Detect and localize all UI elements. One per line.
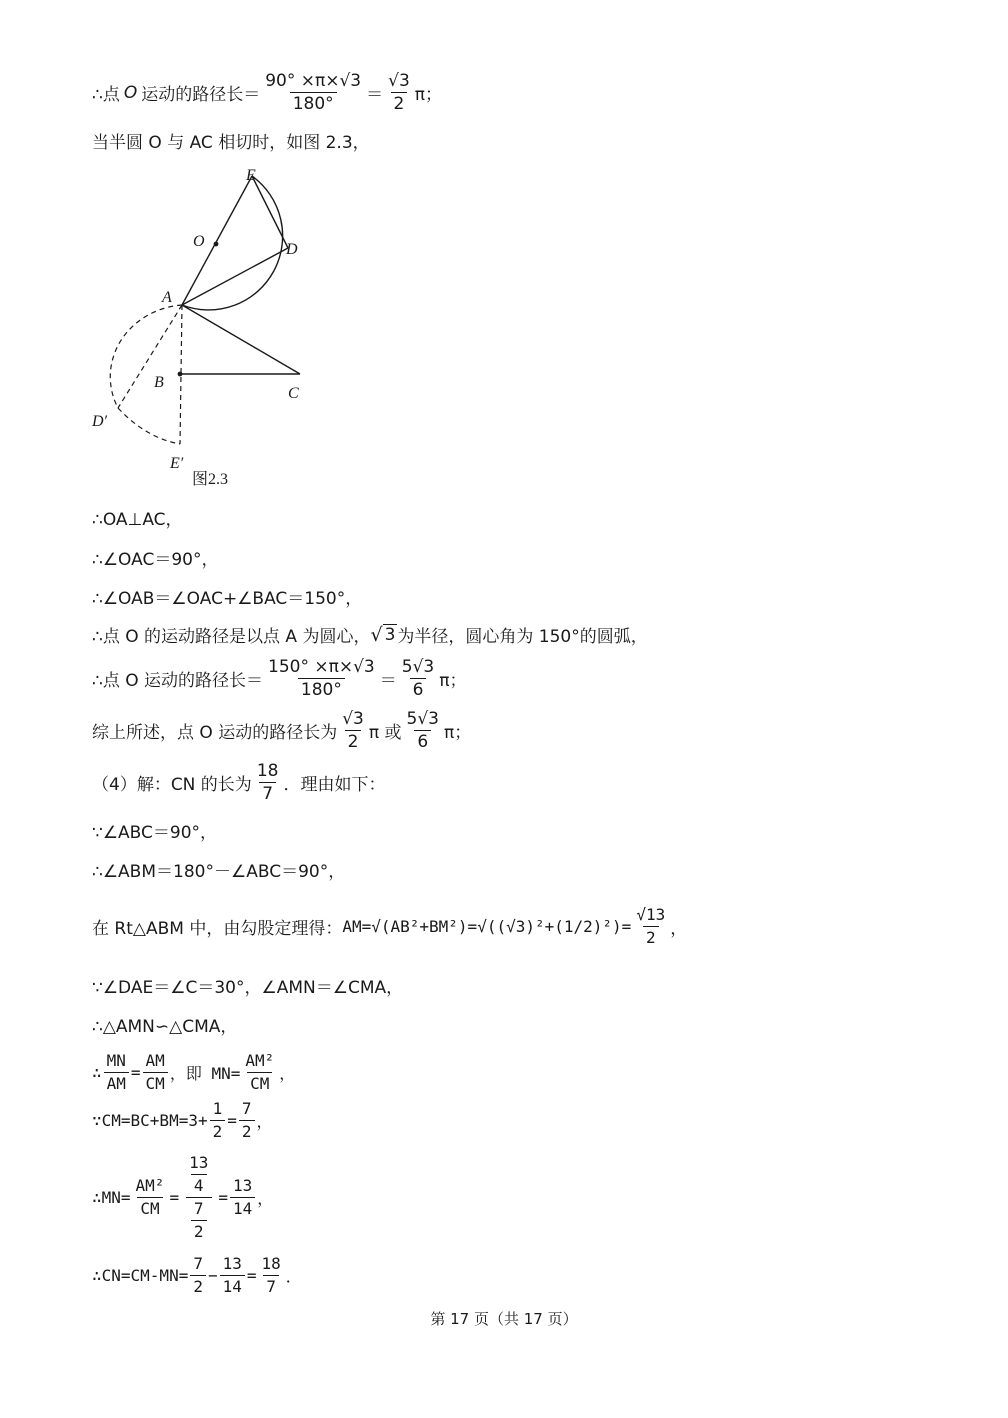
fraction xyxy=(220,1253,245,1298)
text: ， xyxy=(257,1189,274,1208)
denominator: 7 xyxy=(259,782,276,805)
line-mn xyxy=(92,1152,273,1243)
dashed-ad-prime xyxy=(118,305,182,408)
fraction xyxy=(143,1050,168,1095)
numerator: MN xyxy=(106,1051,126,1070)
line-path-length-1 xyxy=(92,70,442,115)
text: ∵CM=BC+BM=3+ xyxy=(92,1111,208,1130)
text: ∴ xyxy=(92,1063,102,1082)
line-ratio xyxy=(92,1050,295,1095)
fraction xyxy=(210,1098,226,1143)
line-cn xyxy=(92,1253,302,1298)
numerator: AM xyxy=(145,1051,165,1070)
denominator: CM xyxy=(143,1072,168,1095)
text: π 或 xyxy=(368,723,402,743)
numerator: 13 xyxy=(222,1254,242,1273)
equals: ＝ xyxy=(366,85,384,105)
denominator: 14 xyxy=(220,1275,245,1298)
fraction xyxy=(259,1253,284,1298)
sqrt: √ 3 xyxy=(370,624,396,646)
text: 在 Rt△ABM 中，由勾股定理得： xyxy=(92,919,343,939)
line-motion-path xyxy=(92,622,648,647)
dashed-arc-lower xyxy=(118,408,180,444)
geometry-figure xyxy=(86,162,346,492)
line-pythagoras xyxy=(92,904,687,949)
text: ∴点 O 运动的路径长＝ xyxy=(92,671,264,691)
text: ∴CN=CM-MN= xyxy=(92,1266,189,1285)
line-part4 xyxy=(92,760,385,805)
fraction xyxy=(191,1198,207,1243)
line-cm xyxy=(92,1098,273,1143)
compound-top xyxy=(181,1152,216,1197)
denominator: 2 xyxy=(239,1120,255,1143)
line-angle-abm: ∴∠ABM＝180°－∠ABC＝90°， xyxy=(92,862,346,882)
fraction xyxy=(190,1253,206,1298)
text: ， xyxy=(256,1112,273,1131)
fraction xyxy=(242,1050,277,1095)
line-angle-oac: ∴∠OAC＝90°， xyxy=(92,550,219,570)
denominator: 2 xyxy=(345,730,362,753)
denominator: 7 xyxy=(263,1275,279,1298)
fraction xyxy=(104,1050,129,1095)
fraction xyxy=(254,760,282,805)
numerator: 5√3 xyxy=(401,657,435,677)
text: ∴MN= xyxy=(92,1188,131,1207)
label-e: E xyxy=(246,167,256,184)
denominator: 2 xyxy=(190,1275,206,1298)
text: ． xyxy=(285,1267,302,1286)
equals: = xyxy=(130,1063,141,1082)
numerator: 5√3 xyxy=(406,709,439,729)
fraction xyxy=(239,1098,255,1143)
compound-bottom xyxy=(186,1197,212,1243)
label-b: B xyxy=(154,374,164,391)
equals: = xyxy=(218,1188,228,1207)
denominator: 6 xyxy=(410,678,427,701)
fraction xyxy=(404,708,442,753)
compound-fraction xyxy=(181,1152,216,1243)
point-o xyxy=(214,242,219,247)
numerator: 18 xyxy=(261,1254,281,1273)
fraction xyxy=(385,70,413,115)
numerator: √13 xyxy=(636,905,666,924)
denominator: 4 xyxy=(191,1174,207,1197)
fraction xyxy=(133,1175,168,1220)
sqrt-arg: 3 xyxy=(384,625,396,645)
numerator: 150° ×π×√3 xyxy=(268,657,375,677)
denominator: 2 xyxy=(391,92,408,115)
line-summary xyxy=(92,708,471,753)
denominator: CM xyxy=(137,1197,162,1220)
equals: = xyxy=(246,1266,257,1285)
numerator: 18 xyxy=(256,761,279,781)
fraction xyxy=(633,904,668,949)
fraction xyxy=(399,656,437,701)
text: ， xyxy=(670,919,688,939)
denominator: 180° xyxy=(290,92,337,115)
denominator: AM xyxy=(104,1072,129,1095)
pi-text: π； xyxy=(439,671,467,691)
label-d-prime: D′ xyxy=(92,413,108,430)
text: ∴点 xyxy=(92,85,120,105)
numerator: 7 xyxy=(241,1099,252,1118)
text: ∴点 O 的运动路径是以点 A 为圆心， xyxy=(92,627,371,647)
line-oa-perp-ac: ∴OA⊥AC， xyxy=(92,510,183,530)
label-d: D xyxy=(286,241,298,258)
denominator: CM xyxy=(247,1072,272,1095)
line-angle-abc: ∵∠ABC＝90°， xyxy=(92,823,218,843)
denominator: 2 xyxy=(643,926,659,949)
text: ．理由如下： xyxy=(283,775,386,795)
equals: = xyxy=(227,1111,237,1130)
line-tangent-case: 当半圆 O 与 AC 相切时，如图 2.3， xyxy=(92,133,370,153)
fraction xyxy=(339,708,367,753)
formula: AM=√(AB²+BM²)=√((√3)²+(1/2)²)= xyxy=(342,917,632,936)
dashed-arc xyxy=(110,305,182,408)
page-footer: 第 17 页（共 17 页） xyxy=(430,1310,578,1328)
denominator: 2 xyxy=(210,1120,226,1143)
minus: − xyxy=(207,1266,218,1285)
numerator: AM² xyxy=(135,1176,165,1195)
var-o: O xyxy=(123,82,138,103)
pi-text: π； xyxy=(414,85,443,105)
fraction xyxy=(230,1175,255,1220)
equals: = xyxy=(169,1188,180,1207)
label-e-prime: E′ xyxy=(170,455,184,472)
text: 综上所述，点 O 运动的路径长为 xyxy=(92,723,338,743)
denominator: 180° xyxy=(298,678,345,701)
numerator: √3 xyxy=(342,709,364,729)
fraction xyxy=(186,1152,211,1197)
equals: ＝ xyxy=(379,671,397,691)
line-path-length-2 xyxy=(92,656,466,701)
text: 运动的路径长＝ xyxy=(141,85,261,105)
line-angle-oab: ∴∠OAB＝∠OAC+∠BAC＝150°， xyxy=(92,589,363,609)
numerator: √3 xyxy=(388,71,410,91)
point-b xyxy=(178,372,183,377)
figure-caption: 图2.3 xyxy=(192,471,229,488)
numerator: AM² xyxy=(245,1051,275,1070)
numerator: 7 xyxy=(193,1254,203,1273)
numerator: 90° ×π×√3 xyxy=(265,71,362,91)
numerator: 7 xyxy=(193,1199,204,1218)
label-c: C xyxy=(288,385,299,402)
numerator: 1 xyxy=(212,1099,223,1118)
text: π； xyxy=(443,723,472,743)
label-o: O xyxy=(193,233,205,250)
line-similar: ∴△AMN∽△CMA， xyxy=(92,1017,238,1037)
text: 为半径，圆心角为 150°的圆弧， xyxy=(397,627,648,647)
line-angle-dae: ∵∠DAE＝∠C＝30°，∠AMN＝∠CMA， xyxy=(92,978,404,998)
text: ，即 MN= xyxy=(169,1064,241,1083)
segment-ac xyxy=(182,305,300,374)
denominator: 14 xyxy=(230,1197,255,1220)
denominator: 2 xyxy=(191,1220,207,1243)
denominator: 6 xyxy=(414,730,431,753)
fraction xyxy=(262,70,364,115)
text: ， xyxy=(279,1064,296,1083)
fraction xyxy=(265,656,378,701)
numerator: 13 xyxy=(232,1176,253,1195)
text: （4）解：CN 的长为 xyxy=(92,775,252,795)
label-a: A xyxy=(162,289,172,306)
numerator: 13 xyxy=(189,1153,209,1172)
